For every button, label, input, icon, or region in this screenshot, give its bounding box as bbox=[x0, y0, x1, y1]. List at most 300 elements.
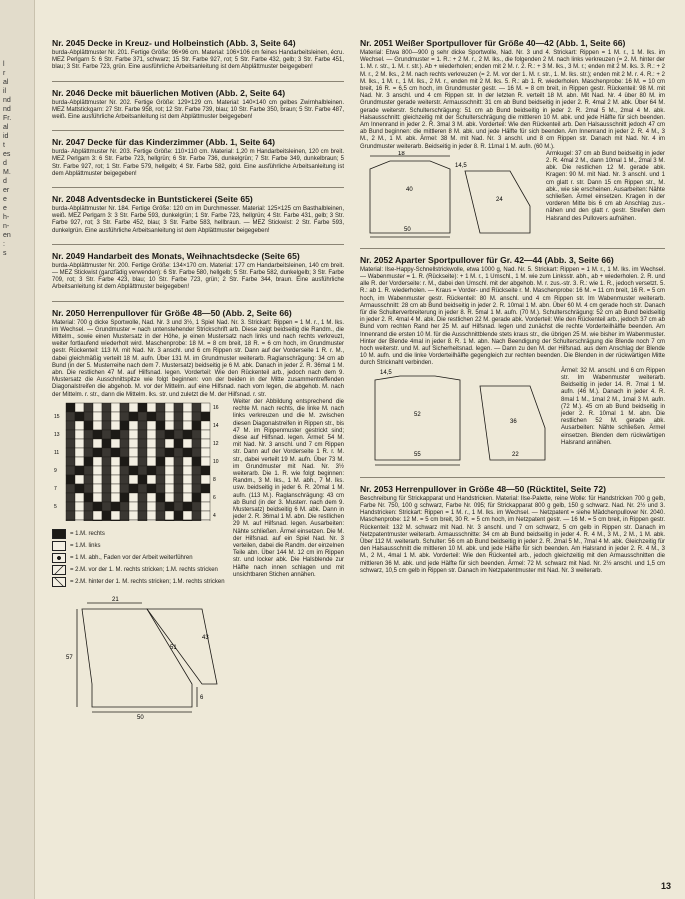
chart-row-number: 12 bbox=[213, 440, 219, 447]
section-body: Material: 700 g dicke Sportwolle, Nad. Nr. 3 und 3½, 1 Spiel Nad. Nr. 3. Strickart: Rippen = 1 M. r., 1 M. lks. im Wechsel. — Grundmuster = nach untenstehender Strickschrift arb. Diese zeigt beidseitig die Randm., die Mittelm., sowie einen Mustersatz in der Höhe, je einen Mustersatz nach links und nach rechts verkreuzt, weiter fortlaufend wiederholt wird. Maschenprobe: 18 M. = 8 cm breit, 18 R. = 6 cm hoch, im Grundmuster gestr. Rückenteil: 113 M. mit Nad. Nr. 3 anschl. und 6 cm Rippen str. Dann auf der Vorderseite 1 R. r. M., dabei gleichmäßig verteilt 18 M. aufn. Über 131 M. im Grundmuster weiterarb. Raglanschrägung: 34 cm ab Bund (in der 5. Musterreihe nach dem 7. Mustersatz) beidseitig je 6 M. abk. Danach in jeder 2. R. 36mal 1 M. abn. Die restlichen 47 M. auf Hilfsnad. legen. Vorderteil: Wie den Rückenteil arb., jedoch nach dem 9. Mustersatz die Ausschnittspitze wie folgt beginnen: von der beiden in der Mitte zusammentreffenden Diagonalstreifen die abgehob. M. vor der Mittelm. auf eine Hilfsnad. nach vorn legen, die abgehob. M. nach der Mittelm. r. str., dann die Mittelm. lks. str. und zuletzt die M. der Hilfsnad. r. str. bbox=[52, 319, 344, 398]
chart-cell bbox=[192, 520, 201, 521]
section-side-text bbox=[233, 399, 344, 724]
section-title: Nr. 2051 Weißer Sportpullover für Größe 40—42 (Abb. 1, Seite 66) bbox=[360, 38, 626, 48]
left-column bbox=[52, 38, 344, 733]
chart-cell bbox=[201, 466, 210, 475]
chart-cell bbox=[156, 421, 165, 430]
gutter-fragment: : bbox=[3, 241, 5, 248]
chart-row-number: 11 bbox=[54, 449, 60, 456]
chart-cell bbox=[156, 502, 165, 511]
previous-page-edge bbox=[0, 0, 35, 899]
chart-cell bbox=[111, 502, 120, 511]
chart-cell bbox=[165, 412, 174, 421]
chart-cell bbox=[201, 439, 210, 448]
chart-cell bbox=[147, 484, 156, 493]
gutter-fragment: Fr. bbox=[3, 115, 12, 122]
chart-cell bbox=[165, 475, 174, 484]
chart-cell bbox=[165, 520, 174, 521]
divider bbox=[52, 301, 344, 302]
chart-cell bbox=[174, 439, 183, 448]
chart-cell bbox=[147, 493, 156, 502]
chart-cell bbox=[192, 421, 201, 430]
chart-cell bbox=[147, 439, 156, 448]
section-2047 bbox=[52, 137, 344, 178]
chart-cell bbox=[192, 511, 201, 520]
chart-row-number: 9 bbox=[54, 467, 57, 474]
chart-and-text bbox=[52, 399, 344, 724]
chart-cell bbox=[192, 412, 201, 421]
right-column bbox=[360, 38, 665, 584]
gutter-fragment: d bbox=[3, 178, 7, 185]
chart-cell bbox=[84, 412, 93, 421]
section-title: Nr. 2053 Herrenpullover in Größe 48—50 (Rücktitel, Seite 72) bbox=[360, 483, 606, 494]
sweater-schematic bbox=[52, 589, 227, 719]
schematic-and-text bbox=[360, 151, 665, 239]
chart-cell bbox=[183, 448, 192, 457]
chart-cell bbox=[138, 466, 147, 475]
dim-g: 22 bbox=[512, 451, 519, 458]
chart-cell bbox=[102, 484, 111, 493]
chart-cell bbox=[111, 412, 120, 421]
chart-cell bbox=[84, 502, 93, 511]
chart-cell bbox=[156, 412, 165, 421]
chart-cell bbox=[129, 466, 138, 475]
chart-cell bbox=[174, 430, 183, 439]
chart-cell bbox=[66, 466, 75, 475]
chart-cell bbox=[111, 430, 120, 439]
chart-cell bbox=[84, 520, 93, 521]
chart-cell bbox=[75, 457, 84, 466]
chart-cell bbox=[129, 439, 138, 448]
chart-cell bbox=[93, 421, 102, 430]
chart-cell bbox=[156, 466, 165, 475]
chart-cell bbox=[183, 421, 192, 430]
sweater-schematic bbox=[360, 151, 540, 239]
chart-cell bbox=[156, 475, 165, 484]
chart-cell bbox=[156, 511, 165, 520]
chart-cell bbox=[120, 439, 129, 448]
legend-entry bbox=[52, 565, 227, 575]
section-side-text bbox=[546, 151, 665, 239]
chart-row-number: 14 bbox=[213, 422, 219, 429]
chart-cell bbox=[129, 448, 138, 457]
chart-cell bbox=[165, 439, 174, 448]
dim-raglan: 51 bbox=[170, 644, 177, 651]
legend-swatch bbox=[52, 541, 66, 551]
chart-cell bbox=[147, 502, 156, 511]
divider bbox=[52, 244, 344, 245]
chart-cell bbox=[111, 475, 120, 484]
dim-a: 14,5 bbox=[380, 369, 392, 376]
chart-cell bbox=[75, 466, 84, 475]
chart-cell bbox=[84, 484, 93, 493]
chart-cell bbox=[102, 421, 111, 430]
chart-cell bbox=[84, 475, 93, 484]
chart-cell bbox=[84, 403, 93, 412]
chart-cell bbox=[111, 439, 120, 448]
chart-cell bbox=[66, 502, 75, 511]
section-title: Nr. 2046 Decke mit bäuerlichen Motiven (Abb. 2, Seite 64) bbox=[52, 87, 286, 98]
chart-row-number: 16 bbox=[213, 404, 219, 411]
chart-cell bbox=[66, 457, 75, 466]
chart-cell bbox=[102, 475, 111, 484]
chart-cell bbox=[129, 403, 138, 412]
chart-cell bbox=[147, 421, 156, 430]
chart-cell bbox=[201, 448, 210, 457]
chart-cell bbox=[183, 502, 192, 511]
divider bbox=[360, 477, 665, 478]
legend-entry bbox=[52, 553, 227, 563]
chart-cell bbox=[120, 511, 129, 520]
chart-cell bbox=[138, 412, 147, 421]
gutter-fragment: e bbox=[3, 205, 7, 212]
chart-cell bbox=[120, 466, 129, 475]
legend-entry bbox=[52, 577, 227, 587]
gutter-fragment: t bbox=[3, 142, 5, 149]
chart-cell bbox=[111, 448, 120, 457]
section-2049 bbox=[52, 251, 344, 292]
section-side-text bbox=[561, 368, 665, 468]
chart-cell bbox=[183, 493, 192, 502]
dim-sleeve: 43 bbox=[202, 634, 209, 641]
page-number: 13 bbox=[660, 881, 671, 891]
dim-c: 36 bbox=[510, 418, 517, 425]
chart-cell bbox=[165, 502, 174, 511]
section-title: Nr. 2045 Decke in Kreuz- und Holbeinstich (Abb. 3, Seite 64) bbox=[52, 38, 296, 48]
chart-cell bbox=[111, 466, 120, 475]
chart-cell bbox=[75, 502, 84, 511]
chart-cell bbox=[129, 412, 138, 421]
chart-cell bbox=[129, 457, 138, 466]
chart-cell bbox=[75, 439, 84, 448]
chart-cell bbox=[183, 430, 192, 439]
section-body: burda-Abplättmuster Nr. 200. Fertige Größe: 134×170 cm. Material: 177 cm Handarbeitsleinen, 140 cm breit. — MEZ Stickwist (ganzfädig verwenden): 6 Str. Farbe 580, hellgelb; 5 Str. Farbe 582, dunkelgelb; 3 Str. Farbe 709, rot; 3 Str. Farbe 423, blau; 10 Str. Farbe 723, grün; 2 Str. Farbe 344, braun. Eine ausführliche Arbeitsanleitung ist dem Abplättmuster beigegeben! bbox=[52, 262, 344, 291]
chart-cell bbox=[138, 403, 147, 412]
chart-cell bbox=[183, 466, 192, 475]
chart-cell bbox=[192, 475, 201, 484]
chart-cell bbox=[66, 448, 75, 457]
gutter-fragment: d bbox=[3, 160, 7, 167]
chart-cell bbox=[93, 448, 102, 457]
section-2048 bbox=[52, 194, 344, 235]
chart-cell bbox=[93, 466, 102, 475]
legend-entry bbox=[52, 541, 227, 551]
chart-cell bbox=[138, 421, 147, 430]
chart-cell bbox=[192, 502, 201, 511]
gutter-fragment: h- bbox=[3, 214, 10, 221]
section-body: Beschreibung für Strickapparat und Handstricken. Material: Ilse-Palette, reine Wolle: für Handstricken 700 g gelb, Farbe Nr. 750, 100 g schwarz, Farbe Nr. 095; für Strickapparat 800 g gelb, 150 g schwarz. Nad. Nr. 2½ und 3. Handstricken: Strickart: Rippen = 1 M. r., 1 M. lks. im Wechsel. — Netzpatent = siehe Mädchenpullover Nr. 2040. Maschenprobe: 12 M. = 5 cm breit, 30 R. = 5 cm hoch, im Netzpatent gestr. — 16 M. = 5 cm breit, in Rippen gestr. Rückenteil: 132 M. schwarz mit Nad. Nr. 3 anschl. und 7 cm schwarz, 5 cm gelb in Rippen str. Danach im Netzpatentmuster weiterarb. Armausschnitte: 34 cm ab Bund beidseitig in jeder 4. R. 4 M., 3 M., 2 M., 1 M. abk. Über 112 M. weiterarb. Schulter: 56 cm ab Bund beidseitig in jeder 2. R. 2mal 5 M., 7mal 4 M. abk. Gleichzeitig für den Halsausschnitt die mittleren 10 M. abk. und jede Hälfte für sich beenden. Am Halsrand in jeder 2. R. 4 M., 3 M., 2 M., 4mal 1 M. abk. Vorderteil: Wie den Rückenteil arb., jedoch gleichzeitig mit den Armausschnitten die mittleren 36 M. abk. und jede Hälfte für sich beenden. Ärmel: 72 M. schwarz mit Nad. Nr. 2½ anschl. und 1,5 cm schwarz, 10,5 cm gelb in Rippen str. Danach im Netzpatentmuster mit Nad. Nr. 3 weiterarb. bbox=[360, 495, 665, 574]
chart-cell bbox=[201, 484, 210, 493]
chart-cell bbox=[66, 493, 75, 502]
chart-cell bbox=[129, 421, 138, 430]
dim-band: 6 bbox=[200, 694, 204, 701]
chart-cell bbox=[138, 511, 147, 520]
chart-cell bbox=[183, 439, 192, 448]
chart-cell bbox=[147, 466, 156, 475]
chart-cell bbox=[84, 466, 93, 475]
chart-cell bbox=[174, 421, 183, 430]
chart-cell bbox=[192, 457, 201, 466]
chart-cell bbox=[102, 430, 111, 439]
chart-cell bbox=[111, 484, 120, 493]
chart-cell bbox=[201, 502, 210, 511]
chart-cell bbox=[201, 412, 210, 421]
chart-row-number: 13 bbox=[54, 431, 60, 438]
chart-cell bbox=[93, 439, 102, 448]
chart-cell bbox=[201, 493, 210, 502]
chart-cell bbox=[192, 430, 201, 439]
chart-cell bbox=[84, 421, 93, 430]
chart-cell bbox=[165, 421, 174, 430]
legend-swatch bbox=[52, 529, 66, 539]
chart-cell bbox=[111, 511, 120, 520]
gutter-fragment: al bbox=[3, 124, 9, 131]
legend-swatch bbox=[52, 553, 66, 563]
dim-d: 14,5 bbox=[455, 162, 467, 169]
dim-f: 55 bbox=[414, 451, 421, 458]
chart-cell bbox=[147, 520, 156, 521]
gutter-fragment: r bbox=[3, 70, 6, 77]
chart-cell bbox=[165, 511, 174, 520]
chart-cell bbox=[129, 511, 138, 520]
gutter-fragment: il bbox=[3, 88, 7, 95]
chart-cell bbox=[66, 475, 75, 484]
gutter-fragment: s bbox=[3, 250, 7, 257]
chart-cell bbox=[102, 403, 111, 412]
chart-cell bbox=[201, 430, 210, 439]
chart-cell bbox=[120, 421, 129, 430]
chart-cell bbox=[111, 421, 120, 430]
chart-cell bbox=[183, 475, 192, 484]
knitting-chart bbox=[52, 399, 227, 521]
chart-cell bbox=[147, 457, 156, 466]
gutter-fragment: nd bbox=[3, 106, 11, 113]
divider bbox=[52, 187, 344, 188]
chart-cell bbox=[183, 412, 192, 421]
legend-text: = 1 M. abh., Faden vor der Arbeit weiterführen bbox=[70, 554, 193, 561]
chart-cell bbox=[129, 484, 138, 493]
chart-cell bbox=[120, 412, 129, 421]
dim-a: 18 bbox=[398, 150, 405, 157]
sweater-schematic bbox=[360, 368, 555, 468]
divider bbox=[52, 130, 344, 131]
chart-cell bbox=[93, 403, 102, 412]
chart-cell bbox=[120, 430, 129, 439]
chart-cell bbox=[192, 493, 201, 502]
chart-cell bbox=[66, 511, 75, 520]
chart-cell bbox=[165, 493, 174, 502]
gutter-fragment: id bbox=[3, 133, 9, 140]
chart-cell bbox=[138, 475, 147, 484]
section-body: burda-Abplättmuster Nr. 202. Fertige Größe: 129×129 cm. Material: 140×140 cm gelbes Zwirnhalbleinen. MEZ Mattstickgarn: 27 Str. Farbe 958, rot; 12 Str. Farbe 739, blau; 10 Str. Farbe 350, braun; 5 Str. Farbe 487, weiß. Eine ausführliche Arbeitsanleitung ist dem Abplättmuster beigegeben! bbox=[52, 99, 344, 121]
gutter-fragment: er bbox=[3, 187, 10, 194]
chart-cell bbox=[165, 403, 174, 412]
chart-cell bbox=[120, 484, 129, 493]
chart-cell bbox=[75, 421, 84, 430]
section-2046 bbox=[52, 88, 344, 122]
chart-cell bbox=[111, 520, 120, 521]
section-body: burda-Abplättmuster Nr. 184. Fertige Größe: 120 cm im Durchmesser. Material: 125×125 cm Basthalbleinen, weiß. MEZ Perlgarn 3: 3 Str. Farbe 593, dunkelgrün; 1 Str. Farbe 723, hellgrün; 4 Str. Farbe 431, gelb; 3 Str. Farbe 927, rot; 3 Str. Farbe 452, blau; 3 Str. Farbe 583, hellbraun. — MEZ Stickwist: 2 Str. Farbe 593, dunkelgrün. Eine ausführliche Arbeitsanleitung ist dem Abplättmuster beigegeben! bbox=[52, 206, 344, 234]
chart-row-number: 7 bbox=[54, 485, 57, 492]
chart-cell bbox=[129, 502, 138, 511]
chart-cell bbox=[75, 520, 84, 521]
section-2050 bbox=[52, 308, 344, 724]
chart-legend bbox=[52, 529, 227, 587]
chart-cell bbox=[183, 457, 192, 466]
chart-cell bbox=[147, 448, 156, 457]
chart-row-number: 5 bbox=[54, 503, 57, 510]
chart-cell bbox=[183, 511, 192, 520]
chart-cell bbox=[192, 466, 201, 475]
gutter-fragment: nd bbox=[3, 97, 11, 104]
chart-cell bbox=[93, 430, 102, 439]
chart-cell bbox=[165, 466, 174, 475]
chart-cell bbox=[174, 475, 183, 484]
chart-cell bbox=[156, 403, 165, 412]
gutter-fragment: al bbox=[3, 79, 9, 86]
chart-cell bbox=[84, 439, 93, 448]
chart-cell bbox=[111, 493, 120, 502]
chart-cell bbox=[120, 448, 129, 457]
section-title: Nr. 2047 Decke für das Kinderzimmer (Abb. 1, Seite 64) bbox=[52, 137, 276, 148]
chart-cell bbox=[174, 502, 183, 511]
chart-cell bbox=[156, 520, 165, 521]
chart-cell bbox=[75, 412, 84, 421]
section-title: Nr. 2052 Aparter Sportpullover für Gr. 42—44 (Abb. 3, Seite 66) bbox=[360, 254, 614, 265]
legend-swatch bbox=[52, 565, 66, 575]
chart-cell bbox=[147, 412, 156, 421]
chart-row-number: 8 bbox=[213, 476, 216, 483]
section-title: Nr. 2048 Adventsdecke in Buntstickerei (Seite 65) bbox=[52, 194, 253, 205]
chart-cell bbox=[192, 448, 201, 457]
chart-cell bbox=[93, 457, 102, 466]
chart-cell bbox=[174, 403, 183, 412]
chart-cell bbox=[93, 484, 102, 493]
chart-cell bbox=[174, 412, 183, 421]
chart-cell bbox=[66, 403, 75, 412]
chart-cell bbox=[201, 457, 210, 466]
chart-cell bbox=[156, 484, 165, 493]
chart-cell bbox=[84, 511, 93, 520]
divider bbox=[52, 81, 344, 82]
chart-cell bbox=[174, 493, 183, 502]
chart-cell bbox=[201, 421, 210, 430]
chart-cell bbox=[66, 412, 75, 421]
chart-cell bbox=[75, 511, 84, 520]
chart-cell bbox=[129, 493, 138, 502]
side-text: Ärmel: 32 M. anschl. und 6 cm Rippen str. Im Wabenmuster weiterarb. Beidseitig in jeder 14. R. 7mal 1 M. aufn. (46 M.). Danach in jeder 4. R. 8mal 1 M., 1mal 2 M., 1mal 3 M. aufn. (72 M.). 45 cm ab Bund beidseitig in jeder 2. R. 10mal 1 M. abn. Die restlichen 52 M. gerade abk. Ausarbeiten: Nähte schließen. Ärmel einsetzen. Blenden dem rückwärtigen Halsrand annähen. bbox=[561, 367, 665, 446]
chart-cell bbox=[120, 457, 129, 466]
section-2045 bbox=[52, 38, 344, 72]
chart-cell bbox=[201, 403, 210, 412]
legend-swatch bbox=[52, 577, 66, 587]
chart-cell bbox=[120, 493, 129, 502]
chart-cell bbox=[192, 484, 201, 493]
section-title: Nr. 2049 Handarbeit des Monats, Weihnachtsdecke (Seite 65) bbox=[52, 250, 300, 261]
chart-cell bbox=[192, 439, 201, 448]
chart-cell bbox=[102, 520, 111, 521]
chart-cell bbox=[93, 475, 102, 484]
chart-cell bbox=[75, 493, 84, 502]
chart-cell bbox=[102, 493, 111, 502]
section-2051 bbox=[360, 38, 665, 239]
chart-cell bbox=[111, 457, 120, 466]
dim-d: 52 bbox=[414, 411, 421, 418]
chart-cell bbox=[147, 430, 156, 439]
chart-cell bbox=[75, 430, 84, 439]
chart-cell bbox=[75, 484, 84, 493]
chart-cell bbox=[66, 439, 75, 448]
chart-cell bbox=[174, 511, 183, 520]
chart-cell bbox=[102, 457, 111, 466]
chart-cell bbox=[183, 520, 192, 521]
chart-cell bbox=[138, 439, 147, 448]
knitting-chart-block bbox=[52, 399, 227, 724]
chart-cell bbox=[93, 493, 102, 502]
chart-cell bbox=[147, 403, 156, 412]
chart-cell bbox=[156, 493, 165, 502]
chart-cell bbox=[102, 511, 111, 520]
chart-cell bbox=[192, 403, 201, 412]
chart-cell bbox=[120, 520, 129, 521]
side-text: Armkugel: 37 cm ab Bund beidseitig in jeder 2. R. 4mal 2 M., dann 10mal 1 M., 2mal 3 M. abk. Die restlichen 12 M. gerade abk. Kragen: 90 M. mit Nad. Nr. 3 anschl. und 1 cm glatt r. str. Dann 15 cm Rippen str., M. abk., wie sie erscheinen. Ausarbeiten: Nähte schließen. Ärmel einsetzen. Kragen in der vorderen Mitte bis 6 cm ab Anschlag zus.-nähen und den glatt r. gestr. Streifen dem Halsrand des Pullovers aufnähen. bbox=[546, 150, 665, 222]
chart-cell bbox=[201, 511, 210, 520]
chart-cell bbox=[102, 466, 111, 475]
chart-cell bbox=[174, 448, 183, 457]
dim-g: 24 bbox=[496, 196, 503, 203]
chart-cell bbox=[84, 493, 93, 502]
chart-cell bbox=[129, 475, 138, 484]
schematic-and-text bbox=[360, 368, 665, 468]
chart-cell bbox=[120, 475, 129, 484]
chart-cell bbox=[138, 448, 147, 457]
chart-cell bbox=[102, 439, 111, 448]
chart-cell bbox=[138, 484, 147, 493]
divider bbox=[360, 248, 665, 249]
chart-cell bbox=[201, 520, 210, 521]
chart-cell bbox=[156, 457, 165, 466]
chart-cell bbox=[102, 412, 111, 421]
chart-cell bbox=[174, 520, 183, 521]
gutter-fragment: en bbox=[3, 232, 11, 239]
dim-height: 57 bbox=[66, 654, 73, 661]
chart-cell bbox=[102, 448, 111, 457]
legend-entry bbox=[52, 529, 227, 539]
dim-bottom: 50 bbox=[137, 714, 144, 719]
chart-cell bbox=[66, 421, 75, 430]
chart-cell bbox=[147, 511, 156, 520]
legend-text: = 2.M. vor der 1. M. rechts stricken; 1.M. rechts stricken bbox=[70, 566, 218, 573]
chart-cell bbox=[129, 430, 138, 439]
chart-cell bbox=[120, 502, 129, 511]
chart-cell bbox=[174, 457, 183, 466]
chart-cell bbox=[75, 475, 84, 484]
gutter-fragment: es bbox=[3, 151, 11, 158]
chart-cell bbox=[138, 502, 147, 511]
chart-cell bbox=[75, 403, 84, 412]
dim-e: 40 bbox=[406, 186, 413, 193]
chart-cell bbox=[120, 403, 129, 412]
chart-cell bbox=[66, 484, 75, 493]
section-title: Nr. 2050 Herrenpullover für Größe 48—50 (Abb. 2, Seite 66) bbox=[52, 307, 292, 318]
chart-cell bbox=[138, 457, 147, 466]
chart-cell bbox=[66, 430, 75, 439]
dim-f: 50 bbox=[404, 226, 411, 233]
chart-row-number: 10 bbox=[213, 458, 219, 465]
chart-cell bbox=[156, 448, 165, 457]
section-body: burda-Abplättmuster Nr. 201. Fertige Größe: 96×96 cm. Material: 106×106 cm feines Handarbeitsleinen, écru. MEZ Perlgarn 5: 6 Str. Farbe 371, schwarz; 15 Str. Farbe 927, rot; 5 Str. Farbe 432, gelb; 3 Str. Farbe 451, blau; 3 Str. Farbe 723, grün. Eine ausführliche Arbeitsanleitung ist dem Abplättmuster beigegeben! bbox=[52, 50, 344, 71]
chart-cell bbox=[165, 484, 174, 493]
